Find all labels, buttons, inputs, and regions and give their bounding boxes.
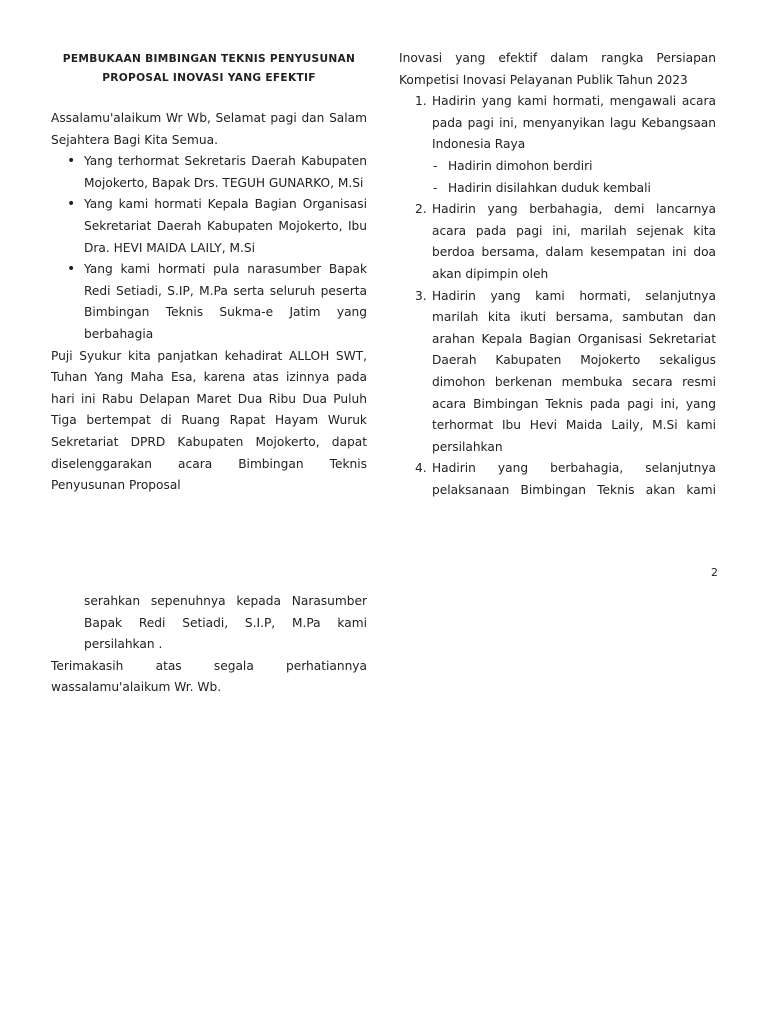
agenda-text: Hadirin yang berbahagia, demi lancarnya acara pada pagi ini, marilah sejenak kita berdoa bersama, dalam kesempatan ini doa akan dipimpin oleh xyxy=(432,202,716,281)
title-line-2: PROPOSAL INOVASI YANG EFEKTIF xyxy=(102,72,316,84)
agenda-sublist xyxy=(432,156,716,199)
page-number: 2 xyxy=(711,566,718,579)
title-line-1: PEMBUKAAN BIMBINGAN TEKNIS PENYUSUNAN xyxy=(62,53,356,65)
agenda-item-1 xyxy=(399,91,716,199)
agenda-subitem: - Hadirin dimohon berdiri xyxy=(432,156,716,178)
bottom-section xyxy=(51,591,367,699)
agenda-number: 3. xyxy=(415,288,427,303)
agenda-subitem: - Hadirin disilahkan duduk kembali xyxy=(432,178,716,200)
closing-text: Terimakasih atas segala perhatiannya wassalamu'alaikum Wr. Wb. xyxy=(51,658,367,695)
salutation-list xyxy=(51,151,367,345)
salutation-item: • Yang kami hormati Kepala Bagian Organisasi Sekretariat Daerah Kabupaten Mojokerto, Ibu Dra. HEVI MAIDA LAILY, M.Si xyxy=(51,194,367,259)
agenda-number: 2. xyxy=(415,202,427,217)
agenda-item-2 xyxy=(399,199,716,285)
opening-paragraph: Puji Syukur kita panjatkan kehadirat ALLOH SWT, Tuhan Yang Maha Esa, karena atas izinnya pada hari ini Rabu Delapan Maret Dua Ribu Dua Puluh Tiga bertempat di Ruang Rapat Hayam Wuruk Sekretariat DPRD Kabupaten Mojokerto, dapat diselenggarakan acara Bimbingan Teknis Penyusunan Proposal xyxy=(51,348,367,493)
agenda-item-4 xyxy=(399,458,716,501)
agenda-text: Hadirin yang kami hormati, mengawali acara pada pagi ini, menyanyikan lagu Kebangsaan Indonesia Raya xyxy=(432,94,716,152)
agenda-text: Hadirin yang kami hormati, selanjutnya marilah kita ikuti bersama, sambutan dan arahan Kepala Bagian Organisasi Sekretariat Daerah Kabupaten Mojokerto sekaligus xyxy=(432,288,716,368)
continued-paragraph: Inovasi yang efektif dalam rangka Persiapan Kompetisi Inovasi Pelayanan Publik Tahun 2023 xyxy=(399,51,716,87)
agenda-number: 4. xyxy=(415,461,427,476)
greeting: Assalamu'alaikum Wr Wb, Selamat pagi dan Salam Sejahtera Bagi Kita Semua. xyxy=(51,111,367,147)
document-title xyxy=(51,50,367,88)
salutation-item: • Yang terhormat Sekretaris Daerah Kabupaten Mojokerto, Bapak Drs. TEGUH GUNARKO, M.Si xyxy=(51,151,367,194)
agenda-text: Hadirin yang berbahagia, selanjutnya pelaksanaan Bimbingan Teknis akan kami xyxy=(432,461,716,497)
agenda-item-3 xyxy=(399,286,716,459)
agenda-text-continued: dimohon berkenan membuka secara resmi acara Bimbingan Teknis pada pagi ini, yang terhormat Ibu Hevi Maida Laily, M.Si kami persilahkan xyxy=(432,374,716,454)
right-column xyxy=(399,48,716,501)
left-column xyxy=(51,48,367,497)
agenda-number: 1. xyxy=(415,94,427,109)
agenda-list xyxy=(399,91,716,501)
salutation-item: • Yang kami hormati pula narasumber Bapak Redi Setiadi, S.IP, M.Pa serta seluruh peserta Bimbingan Teknis Sukma-e Jatim yang berbahagia xyxy=(51,259,367,345)
continuation-text: serahkan sepenuhnya kepada Narasumber Bapak Redi Setiadi, S.I.P, M.Pa kami persilahkan . xyxy=(84,594,367,652)
